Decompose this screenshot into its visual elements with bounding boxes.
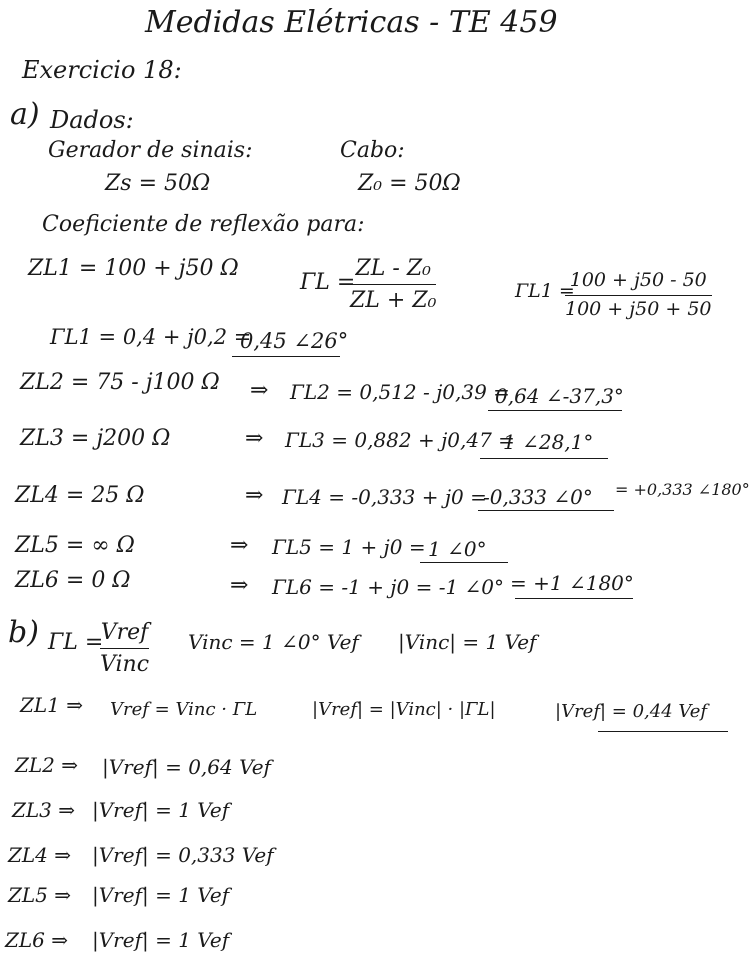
gamma-l1-formula-lhs: ΓL1 = (515, 280, 575, 302)
gamma-l1-rect: ΓL1 = 0,4 + j0,2 = (50, 325, 252, 349)
b-zl3-load: ZL3 ⇒ (12, 798, 76, 822)
gamma-l4-polar: -0,333 ∠0° (483, 485, 593, 509)
arrow-icon: ⇒ (230, 533, 249, 558)
b-zl4-load: ZL4 ⇒ (8, 843, 72, 867)
gamma-l2: ΓL2 = 0,512 - j0,39 = (290, 380, 510, 404)
b-zl6-load: ZL6 ⇒ (5, 928, 69, 952)
gamma-formula-lhs: ΓL = (300, 270, 356, 295)
gamma-formula-numerator: ZL - Z₀ (355, 256, 431, 281)
result-underline (420, 562, 508, 563)
arrow-icon: ⇒ (245, 483, 264, 508)
arrow-icon: ⇒ (245, 426, 264, 451)
b-zl2-load: ZL2 ⇒ (15, 753, 79, 777)
cable-impedance: Z₀ = 50Ω (358, 171, 461, 196)
zl2-load: ZL2 = 75 - j100 Ω (20, 370, 220, 395)
vref-zl2: |Vref| = 0,64 Vef (102, 755, 271, 779)
gamma-def-numerator: Vref (100, 620, 149, 645)
cable-label: Cabo: (340, 138, 405, 163)
vref-zl6: |Vref| = 1 Vef (92, 928, 230, 952)
result-underline (478, 510, 614, 511)
gamma-l1-denominator: 100 + j50 + 50 (565, 297, 712, 320)
fraction-bar (350, 284, 436, 285)
page-title: Medidas Elétricas - TE 459 (145, 5, 558, 40)
part-a-label: a) (10, 97, 40, 132)
vinc-phasor: Vinc = 1 ∠0° Vef (188, 630, 359, 654)
gamma-formula-fraction (350, 256, 436, 314)
result-underline (488, 410, 622, 411)
vinc-magnitude: |Vinc| = 1 Vef (398, 630, 537, 654)
b-zl5-load: ZL5 ⇒ (8, 883, 72, 907)
gamma-l4: ΓL4 = -0,333 + j0 = (282, 485, 487, 509)
vref-formula: Vref = Vinc · ΓL (110, 699, 258, 720)
result-underline (515, 598, 633, 599)
generator-impedance: Zs = 50Ω (105, 171, 211, 196)
fraction-bar (565, 295, 712, 296)
gamma-l6-polar: = +1 ∠180° (510, 571, 634, 595)
gamma-l2-polar: 0,64 ∠-37,3° (495, 384, 624, 408)
vref-zl4: |Vref| = 0,333 Vef (92, 843, 274, 867)
result-underline (232, 356, 340, 357)
exercise-label: Exercicio 18: (22, 56, 182, 84)
fraction-bar (100, 648, 149, 649)
part-b-label: b) (8, 615, 39, 650)
result-underline (480, 458, 608, 459)
given-heading: Dados: (50, 106, 134, 134)
zl5-load: ZL5 = ∞ Ω (15, 533, 135, 558)
vref-zl5: |Vref| = 1 Vef (92, 883, 230, 907)
vref-zl1-result: |Vref| = 0,44 Vef (555, 701, 708, 722)
vref-zl3: |Vref| = 1 Vef (92, 798, 230, 822)
gamma-l1-polar: 0,45 ∠26° (240, 329, 349, 353)
generator-label: Gerador de sinais: (48, 138, 253, 163)
gamma-formula-denominator: ZL + Z₀ (350, 288, 437, 314)
zl6-load: ZL6 = 0 Ω (15, 568, 131, 593)
gamma-l4-equivalent: = +0,333 ∠180° (615, 480, 750, 499)
gamma-l1-fraction (565, 270, 712, 321)
zl3-load: ZL3 = j200 Ω (20, 426, 171, 451)
gamma-l5-polar: 1 ∠0° (428, 537, 487, 561)
gamma-l1-numerator: 100 + j50 - 50 (569, 269, 707, 291)
result-underline (598, 731, 728, 732)
b-zl1-load: ZL1 ⇒ (20, 693, 84, 717)
gamma-def-denominator: Vinc (100, 652, 150, 678)
reflection-intro: Coeficiente de reflexão para: (42, 212, 365, 237)
gamma-l3: ΓL3 = 0,882 + j0,47 = (285, 428, 515, 452)
arrow-icon: ⇒ (250, 378, 269, 403)
gamma-def-fraction (100, 620, 149, 678)
arrow-icon: ⇒ (230, 573, 249, 598)
gamma-def-lhs: ΓL = (48, 630, 104, 655)
gamma-l5: ΓL5 = 1 + j0 = (272, 535, 426, 559)
zl1-load: ZL1 = 100 + j50 Ω (28, 256, 239, 281)
gamma-l6: ΓL6 = -1 + j0 = -1 ∠0° (272, 575, 505, 599)
vref-magnitude-formula: |Vref| = |Vinc| · |ΓL| (312, 699, 496, 720)
zl4-load: ZL4 = 25 Ω (15, 483, 145, 508)
gamma-l3-polar: 1 ∠28,1° (503, 430, 594, 454)
